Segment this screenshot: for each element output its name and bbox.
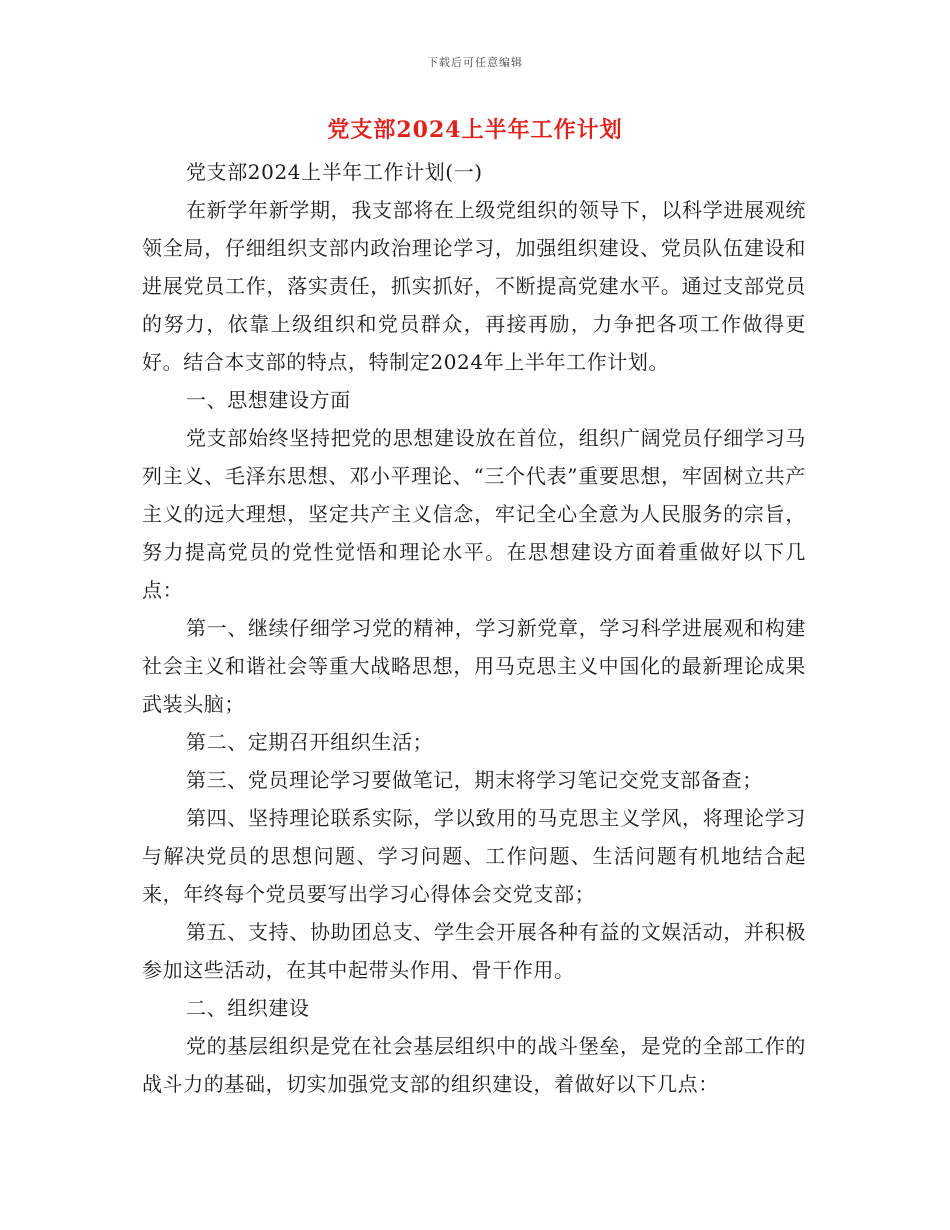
paragraph-intro: 在新学年新学期，我支部将在上级党组织的领导下，以科学进展观统领全局，仔细组织支部内政治理论学习，加强组织建设、党员队伍建设和进展党员工作，落实责任，抓实抓好，不断提高党建水平。通过支部党员的努力，依靠上级组织和党员群众，再接再励，力争把各项工作做得更好。结合本支部的特点，特制定2024年上半年工作计划。 bbox=[142, 198, 806, 374]
page-header-note: 下载后可任意编辑 bbox=[427, 56, 523, 69]
document-title: 党支部2024上半年工作计划 bbox=[327, 117, 623, 143]
paragraph-organization: 党的基层组织是党在社会基层组织中的战斗堡垒，是党的全部工作的战斗力的基础，切实加强党支部的组织建设，着做好以下几点： bbox=[142, 1034, 806, 1096]
list-item-second: 第二、定期召开组织生活； bbox=[186, 730, 434, 754]
list-item-first: 第一、继续仔细学习党的精神，学习新党章，学习科学进展观和构建社会主义和谐社会等重大战略思想，用马克思主义中国化的最新理论成果武装头脑； bbox=[142, 616, 806, 716]
paragraph-ideology: 党支部始终坚持把党的思想建设放在首位，组织广阔党员仔细学习马列主义、毛泽东思想、邓小平理论、“三个代表”重要思想，牢固树立共产主义的远大理想，坚定共产主义信念，牢记全心全意为人民服务的宗旨，努力提高党员的党性觉悟和理论水平。在思想建设方面着重做好以下几点： bbox=[142, 426, 806, 602]
list-item-fifth: 第五、支持、协助团总支、学生会开展各种有益的文娱活动，并积极参加这些活动，在其中起带头作用、骨干作用。 bbox=[142, 920, 806, 982]
section-heading-organization: 二、组织建设 bbox=[186, 996, 310, 1020]
paragraph-subtitle: 党支部2024上半年工作计划(一) bbox=[186, 160, 483, 184]
list-item-fourth: 第四、坚持理论联系实际，学以致用的马克思主义学风，将理论学习与解决党员的思想问题、学习问题、工作问题、生活问题有机地结合起来，年终每个党员要写出学习心得体会交党支部； bbox=[142, 806, 806, 906]
section-heading-ideology: 一、思想建设方面 bbox=[186, 388, 351, 412]
list-item-third: 第三、党员理论学习要做笔记，期末将学习笔记交党支部备查； bbox=[186, 768, 763, 792]
document-body bbox=[142, 153, 806, 1103]
